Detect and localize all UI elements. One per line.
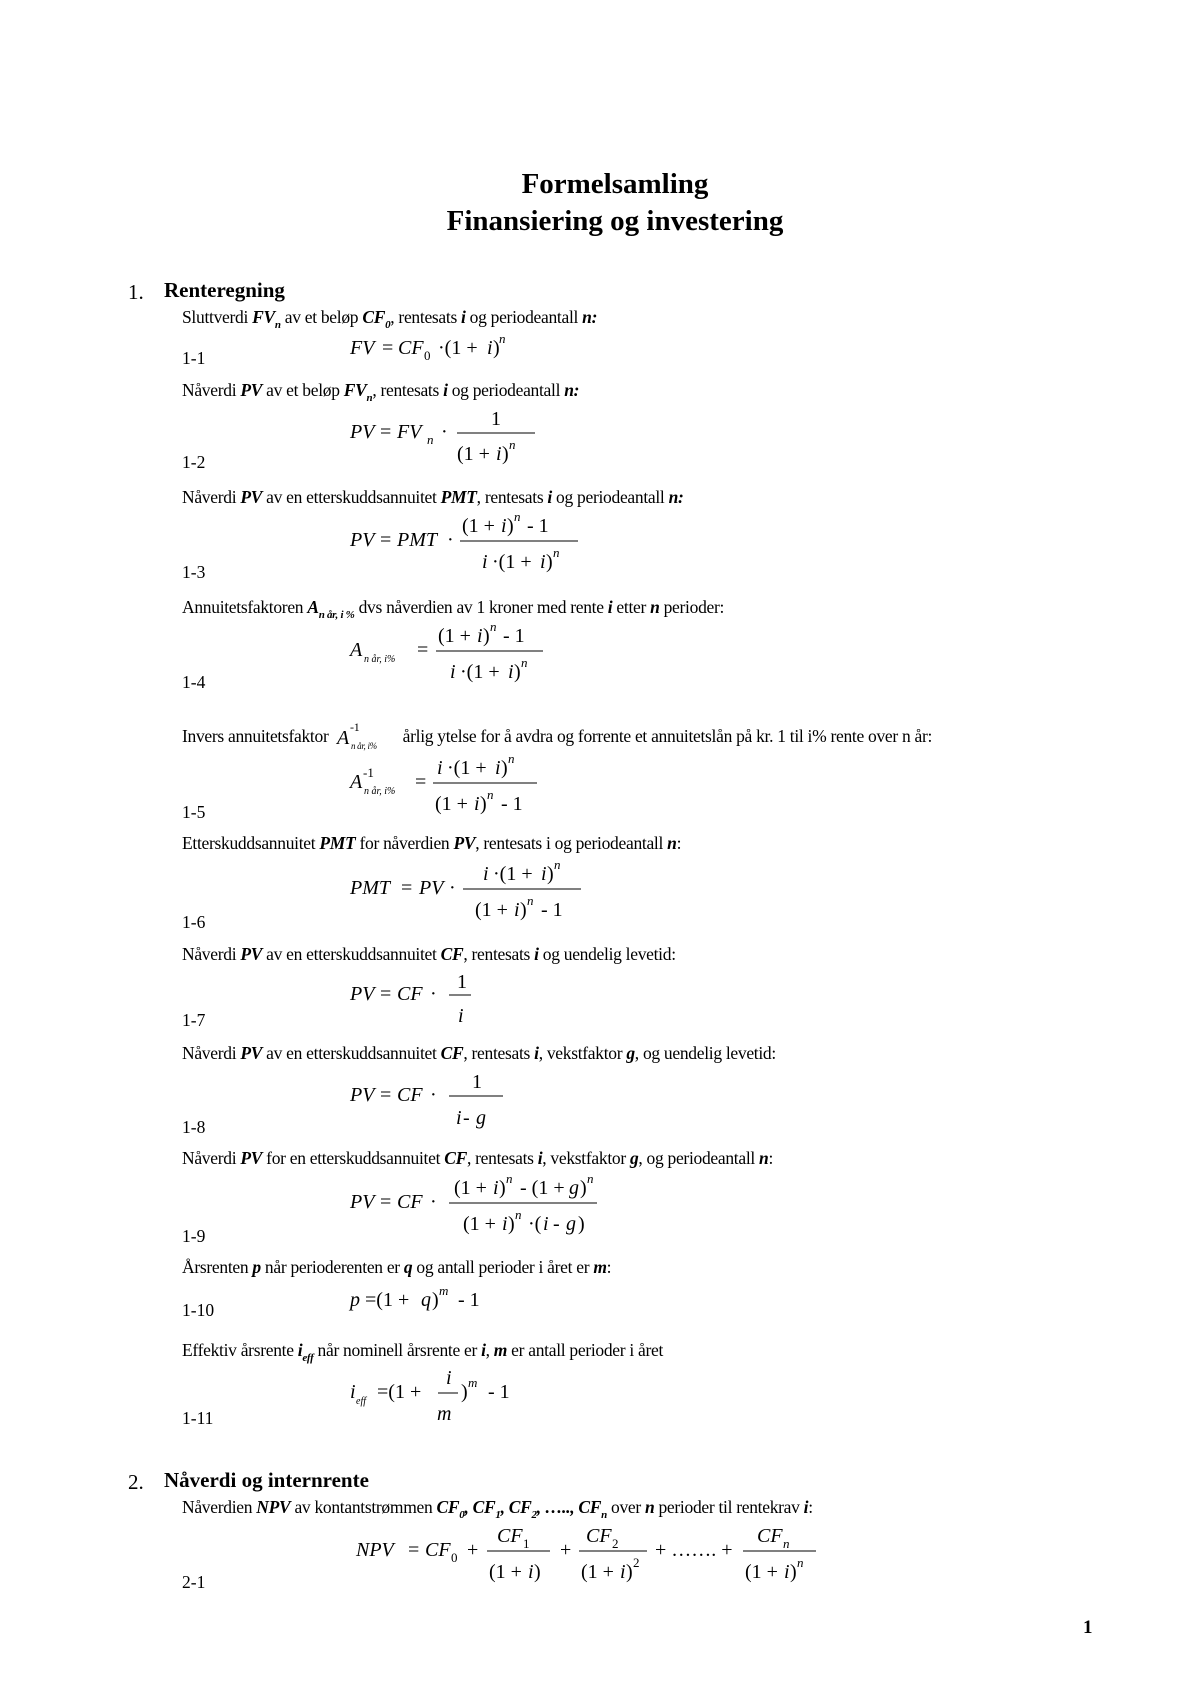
svg-text:i: i: [458, 1005, 464, 1027]
svg-text:): ): [546, 551, 553, 573]
formula-1-4-number: 1-4: [182, 672, 206, 692]
svg-text:): ): [493, 337, 500, 359]
formula-1-6-equation: [345, 858, 605, 930]
svg-text:PV: PV: [419, 877, 444, 899]
svg-text:): ): [578, 1213, 585, 1235]
formula-1-8-description: Nåverdi PV av en etterskuddsannuitet CF, rentesats i, vekstfaktor g, og uendelig levetid:: [182, 1043, 776, 1063]
document-subtitle: Finansiering og investering: [446, 205, 784, 237]
svg-text:·(1 +: ·(1 +: [447, 757, 487, 779]
svg-text:+: +: [467, 1539, 479, 1561]
svg-text:0: 0: [451, 1550, 458, 1565]
svg-text:PV: PV: [350, 1084, 375, 1106]
svg-text:(1 +: (1 +: [489, 1561, 522, 1583]
svg-text:): ): [520, 899, 527, 921]
svg-text:(1 +: (1 +: [463, 1213, 496, 1235]
svg-text:=: =: [417, 639, 429, 661]
svg-text:·: ·: [447, 529, 454, 551]
svg-text:·: ·: [430, 1191, 437, 1213]
formula-1-9-number: 1-9: [182, 1226, 206, 1246]
svg-text:i: i: [514, 899, 520, 921]
svg-text:CF: CF: [586, 1525, 612, 1547]
page-number: 1: [1083, 1617, 1093, 1638]
svg-text:·: ·: [430, 983, 437, 1005]
svg-text:i: i: [487, 337, 493, 359]
svg-text:A: A: [336, 727, 349, 749]
svg-text:CF: CF: [425, 1539, 451, 1561]
svg-text:g: g: [569, 1177, 579, 1199]
svg-text:i: i: [541, 863, 547, 885]
svg-text:n: n: [487, 787, 494, 802]
svg-text:n: n: [499, 331, 506, 346]
formula-1-11-description: Effektiv årsrente $i_{eff}$ når nominell årsrente er i, m er antall perioder i året: [182, 1340, 664, 1364]
formula-1-7-description: Nåverdi PV av en etterskuddsannuitet CF, rentesats i og uendelig levetid:: [182, 944, 676, 964]
svg-text:): ): [461, 1381, 468, 1403]
formula-2-1-number: 2-1: [182, 1572, 206, 1592]
svg-text:1: 1: [472, 1071, 482, 1093]
svg-text:=: =: [380, 529, 392, 551]
svg-text:): ): [626, 1561, 633, 1583]
svg-text:(1 +: (1 +: [438, 625, 471, 647]
svg-text:n: n: [554, 857, 561, 872]
svg-text:(1 +: (1 +: [462, 515, 495, 537]
svg-text:·(1 +: ·(1 +: [492, 551, 532, 573]
formula-2-1-description: Nåverdien NPV av kontantstrømmen $CF_0$, $CF_1$, $CF_2$, ….., $CF_n$ over n perioder til rentekrav i:: [182, 1497, 813, 1521]
svg-text:(1 +: (1 +: [435, 793, 468, 815]
svg-text:A: A: [350, 639, 363, 661]
formula-1-10-equation: [345, 1280, 545, 1320]
formula-1-4-equation: [345, 620, 585, 692]
svg-text:n: n: [506, 1171, 513, 1186]
svg-text:FV: FV: [350, 337, 375, 359]
svg-text:(1 +: (1 +: [745, 1561, 778, 1583]
formula-1-9-equation: [345, 1172, 625, 1244]
svg-text:- 1: - 1: [501, 793, 523, 815]
svg-text:i: i: [437, 757, 443, 779]
formula-1-5-number: 1-5: [182, 802, 206, 822]
formula-1-3-equation: [345, 510, 605, 582]
svg-text:=: =: [382, 337, 394, 359]
svg-text:CF: CF: [397, 983, 423, 1005]
svg-text:i: i: [540, 551, 546, 573]
svg-text:PV: PV: [350, 529, 375, 551]
svg-text:): ): [507, 515, 514, 537]
svg-text:i: i: [483, 863, 489, 885]
formula-1-11-equation: [345, 1362, 545, 1434]
svg-text:i: i: [482, 551, 488, 573]
svg-text:): ): [534, 1561, 541, 1583]
svg-text:): ): [501, 757, 508, 779]
svg-text:i: i: [620, 1561, 626, 1583]
svg-text:(1 +: (1 +: [454, 1177, 487, 1199]
svg-text:i: i: [543, 1213, 549, 1235]
svg-text:-1: -1: [363, 765, 374, 780]
svg-text:n: n: [783, 1536, 790, 1551]
svg-text:=: =: [380, 983, 392, 1005]
svg-text:i: i: [528, 1561, 534, 1583]
svg-text:1: 1: [457, 971, 467, 993]
svg-text:·(1 +: ·(1 +: [460, 661, 500, 683]
svg-text:n: n: [797, 1555, 804, 1570]
svg-text:(1 +: (1 +: [581, 1561, 614, 1583]
svg-text:PV: PV: [350, 421, 375, 443]
svg-text:n: n: [509, 437, 516, 452]
section-2-number: 2.: [128, 1470, 144, 1494]
svg-text:·: ·: [441, 421, 448, 443]
formula-1-5-description: Invers annuitetsfaktor A -1 n år, i% årlig ytelse for å avdra og forrente et annuitetslån på kr. 1 til i% rente over n år:: [182, 714, 932, 762]
svg-text:+: +: [560, 1539, 572, 1561]
svg-text:n: n: [490, 619, 497, 634]
svg-text:(1 +: (1 +: [475, 899, 508, 921]
svg-text:CF: CF: [398, 337, 424, 359]
svg-text:-1: -1: [349, 720, 359, 734]
formula-1-2-equation: [345, 403, 585, 473]
svg-text:): ): [508, 1213, 515, 1235]
svg-text:FV: FV: [397, 421, 422, 443]
svg-text:=: =: [380, 1084, 392, 1106]
svg-text:n: n: [515, 1207, 522, 1222]
formula-1-6-description: Etterskuddsannuitet PMT for nåverdien PV, rentesats i og periodeantall n:: [182, 833, 682, 853]
formula-1-3-number: 1-3: [182, 562, 206, 582]
svg-text:n: n: [508, 751, 515, 766]
svg-text:- (1 +: - (1 +: [520, 1177, 565, 1199]
document-title: Formelsamling: [521, 168, 709, 200]
svg-text:·: ·: [430, 1084, 437, 1106]
svg-text:- 1: - 1: [541, 899, 563, 921]
svg-text:): ): [514, 661, 521, 683]
svg-text:): ): [790, 1561, 797, 1583]
section-1-title: Renteregning: [164, 278, 285, 302]
svg-text:PMT: PMT: [397, 529, 437, 551]
svg-text:m: m: [437, 1403, 452, 1425]
formula-1-11-number: 1-11: [182, 1408, 214, 1428]
svg-text:i: i: [493, 1177, 499, 1199]
formula-1-3-description: Nåverdi PV av en etterskuddsannuitet PMT, rentesats i og periodeantall n:: [182, 487, 684, 507]
svg-text:·(1 +: ·(1 +: [493, 863, 533, 885]
svg-text:·(1 +: ·(1 +: [438, 337, 478, 359]
svg-text:n: n: [527, 893, 534, 908]
svg-text:): ): [547, 863, 554, 885]
formula-1-4-description: Annuitetsfaktoren $A_{n år, i \%}$ dvs nåverdien av 1 kroner med rente i etter n perioder:: [182, 597, 725, 621]
svg-text:=: =: [380, 421, 392, 443]
svg-text:- 1: - 1: [527, 515, 549, 537]
svg-text:g: g: [476, 1107, 486, 1129]
svg-text:i: i: [496, 443, 502, 465]
svg-text:=(1 +: =(1 +: [377, 1381, 422, 1403]
formula-1-8-equation: [345, 1066, 525, 1136]
svg-text:i: i: [784, 1561, 790, 1583]
svg-text:): ): [502, 443, 509, 465]
svg-text:i: i: [446, 1367, 452, 1389]
svg-text:- 1: - 1: [503, 625, 525, 647]
svg-text:i: i: [501, 515, 507, 537]
formula-1-1-number: 1-1: [182, 348, 206, 368]
formula-2-1-equation: [350, 1520, 820, 1592]
formula-1-6-number: 1-6: [182, 912, 206, 932]
svg-text:NPV: NPV: [356, 1539, 394, 1561]
svg-text:i: i: [495, 757, 501, 779]
svg-text:PV: PV: [350, 1191, 375, 1213]
svg-text:A: A: [350, 771, 363, 793]
svg-text:): ): [432, 1289, 439, 1311]
svg-text:CF: CF: [397, 1191, 423, 1213]
svg-text:0: 0: [424, 348, 431, 363]
svg-text:·(: ·(: [528, 1213, 542, 1235]
svg-text:i: i: [456, 1107, 462, 1129]
svg-text:2: 2: [612, 1536, 619, 1551]
svg-text:-: -: [463, 1107, 470, 1129]
section-2-title: Nåverdi og internrente: [164, 1468, 369, 1492]
svg-text:i: i: [474, 793, 480, 815]
svg-text:=: =: [401, 877, 413, 899]
svg-text:): ): [499, 1177, 506, 1199]
formula-1-1-equation: [345, 330, 585, 370]
svg-text:n: n: [521, 655, 528, 670]
svg-text:i: i: [477, 625, 483, 647]
svg-text:CF: CF: [757, 1525, 783, 1547]
svg-text:m: m: [468, 1375, 478, 1390]
svg-text:i: i: [450, 661, 456, 683]
svg-text:+ ……. +: + ……. +: [655, 1539, 733, 1561]
formula-1-10-number: 1-10: [182, 1300, 215, 1320]
formula-1-1-description: Sluttverdi $FV_n$ av et beløp $CF_0$, rentesats i og periodeantall n:: [182, 307, 598, 331]
svg-text:- 1: - 1: [488, 1381, 510, 1403]
svg-text:): ): [483, 625, 490, 647]
svg-text:- 1: - 1: [458, 1289, 480, 1311]
svg-text:n: n: [553, 545, 560, 560]
formula-1-5-equation: [345, 752, 585, 824]
section-1-number: 1.: [128, 280, 144, 304]
svg-text:g: g: [566, 1213, 576, 1235]
svg-text:i: i: [502, 1213, 508, 1235]
svg-text:n år, i%: n år, i%: [350, 741, 377, 751]
svg-text:n: n: [427, 432, 434, 447]
svg-text:(1 +: (1 +: [457, 443, 490, 465]
svg-text:n år, i%: n år, i%: [364, 786, 396, 797]
formula-1-2-description: Nåverdi PV av et beløp $FV_n$, rentesats i og periodeantall n:: [182, 380, 580, 404]
svg-text:=: =: [415, 771, 427, 793]
svg-text:1: 1: [523, 1536, 530, 1551]
formula-1-10-description: Årsrenten p når perioderenten er q og antall perioder i året er m:: [182, 1257, 612, 1277]
svg-text:m: m: [439, 1283, 449, 1298]
svg-text:1: 1: [491, 408, 501, 430]
svg-text:): ): [480, 793, 487, 815]
svg-text:PMT: PMT: [350, 877, 390, 899]
svg-text:eff: eff: [356, 1396, 366, 1407]
svg-text:n år, i%: n år, i%: [364, 654, 396, 665]
formula-1-7-equation: [345, 968, 505, 1032]
formula-1-8-number: 1-8: [182, 1117, 206, 1137]
svg-text:=: =: [380, 1191, 392, 1213]
svg-text:i: i: [350, 1381, 356, 1403]
svg-text:p: p: [350, 1289, 360, 1311]
svg-text:): ): [580, 1177, 587, 1199]
svg-text:PV: PV: [350, 983, 375, 1005]
formula-1-2-number: 1-2: [182, 452, 206, 472]
svg-text:·: ·: [449, 877, 456, 899]
svg-text:CF: CF: [497, 1525, 523, 1547]
svg-text:=(1 +: =(1 +: [365, 1289, 410, 1311]
svg-text:-: -: [553, 1213, 560, 1235]
svg-text:n: n: [514, 509, 521, 524]
svg-text:q: q: [421, 1289, 431, 1311]
svg-text:2: 2: [633, 1555, 640, 1570]
svg-text:CF: CF: [397, 1084, 423, 1106]
svg-text:i: i: [508, 661, 514, 683]
formula-1-7-number: 1-7: [182, 1010, 206, 1030]
formula-1-9-description: Nåverdi PV for en etterskuddsannuitet CF, rentesats i, vekstfaktor g, og periodeantall n:: [182, 1148, 774, 1168]
svg-text:n: n: [587, 1171, 594, 1186]
svg-text:=: =: [408, 1539, 420, 1561]
